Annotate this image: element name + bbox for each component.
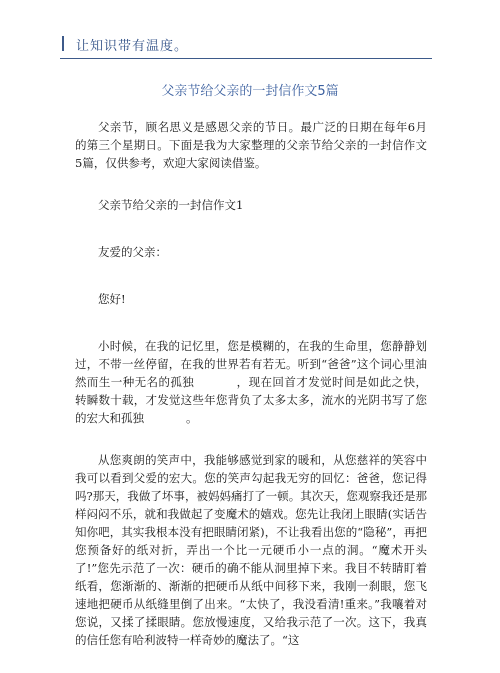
document-title: 父亲节给父亲的一封信作文5篇	[161, 84, 339, 99]
intro-paragraph: 父亲节，顾名思义是感恩父亲的节日。最广泛的日期在每年6月的第三个星期日。下面是我为大家整理的父亲节给父亲的一封信作文5篇，仅供参考，欢迎大家阅读借鉴。	[75, 120, 427, 170]
letter-greeting: 您好!	[98, 292, 126, 306]
letter-salutation: 友爱的父亲：	[98, 245, 167, 259]
document-body	[75, 118, 427, 673]
header-slogan: 让知识带有温度。	[76, 39, 189, 54]
paragraph-1-part-a: 小时候，在我的记忆里，您是模糊的，在我的生命里，您静静划过，不带一丝停留，在我的世界若有若无。听到“爸爸”这个词心里油然而生一种无名的孤独	[75, 339, 427, 389]
body-paragraph-2: 从您爽朗的笑声中，我能够感觉到家的暖和，从您慈祥的笑容中我可以看到父爱的宏大。您的笑声勾起我无穷的回忆：爸爸，您记得吗?那天，我做了坏事，被妈妈痛打了一顿。其次天，您观察我还是那样闷闷不乐，就和我做起了变魔术的嬉戏。您先让我闭上眼睛(实话告知你吧，其实我根本没有把眼睛闭紧)，不让我看出您的“隐秘”，再把您预备好的纸对折，弄出一个比一元硬币小一点的洞。“魔术开头了!”您先示范了一次：硬币的确不能从洞里掉下来。我目不转睛盯着纸看，您渐渐的、渐渐的把硬币从纸中间移下来，我刚一刹眼，您飞速地把硬币从纸缝里倒了出来。“太快了，我没看清!重来。”我嚷着对您说，又揉了揉眼睛。您放慢速度，又给我示范了一次。这下，我真的信任您有哈利波特一样奇妙的魔法了。“这	[75, 453, 427, 647]
page-header	[60, 30, 432, 59]
header-accent-bar	[62, 36, 64, 51]
paragraph-1-part-b: ，现在回首才发觉时间是如此之快，转瞬数十载，才发觉这些年您背负了太多太多，流水的光阴书写了您的宏大和孤独	[75, 375, 428, 425]
essay-heading: 父亲节给父亲的一封信作文1	[98, 198, 244, 212]
body-paragraph-1	[75, 337, 427, 427]
paragraph-1-part-c: 。	[186, 411, 198, 425]
